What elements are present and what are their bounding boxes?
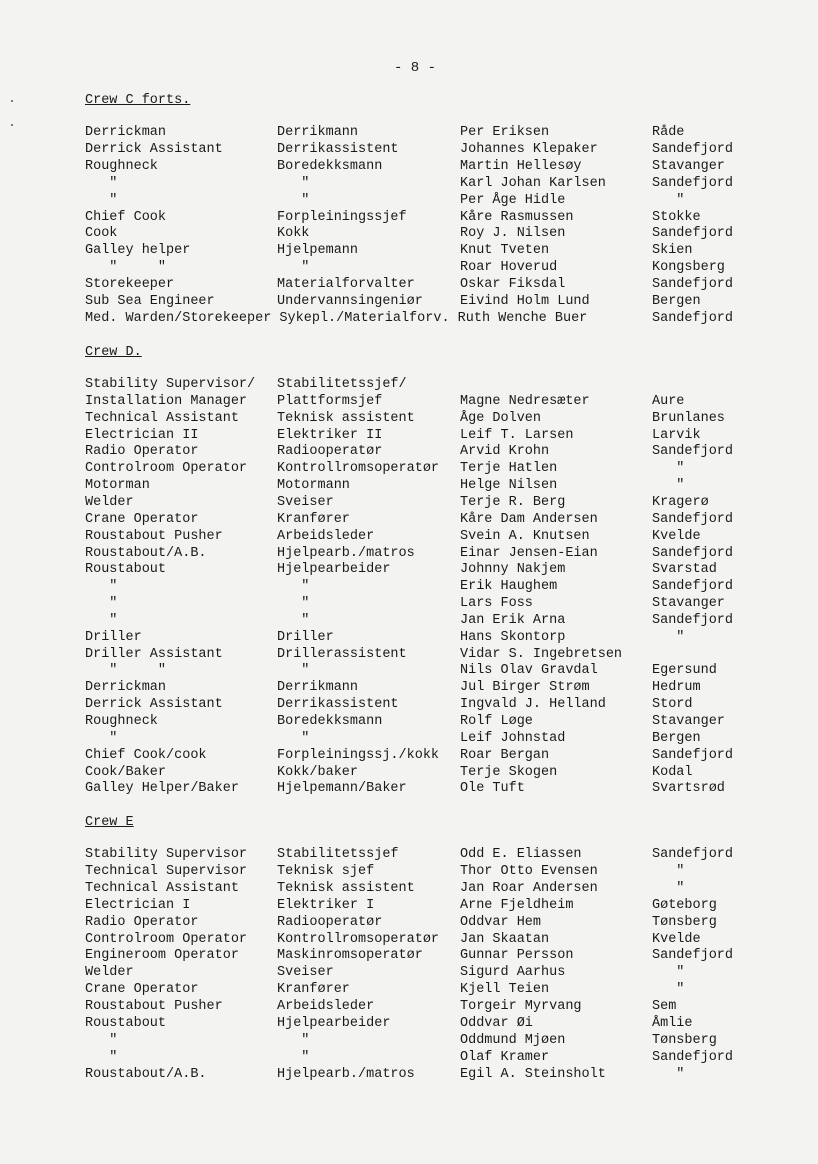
home-town: " [652,863,685,879]
english-title: Stability Supervisor/ [85,377,256,392]
home-town: Tønsberg [652,914,717,930]
person-name: Terje Skogen [460,764,558,780]
person-name: Kåre Rasmussen [460,209,574,225]
english-title: Controlroom Operator [85,461,248,477]
crew-row [0,898,818,915]
person-name: Arvid Krohn [460,444,550,460]
crew-row [0,781,818,798]
english-title: Technical Supervisor [85,863,248,879]
crew-row [0,411,818,428]
crew-row [0,546,818,563]
home-town: Sandefjord [652,310,734,326]
home-town: " [652,629,685,645]
person-name: Gunnar Persson [460,948,574,964]
norwegian-title: Plattformsjef [277,393,383,409]
person-name: Martin Hellesøy [460,158,582,174]
norwegian-title: Driller [277,629,334,645]
home-town: " [652,478,685,494]
person-name: Nils Olav Gravdal [460,663,598,679]
person-name: Jan Skaatan [460,931,550,947]
home-town: " [652,1066,685,1082]
crew-row [0,226,818,243]
person-name: Roar Bergan [460,747,550,763]
person-name: Oskar Fiksdal [460,277,566,293]
norwegian-title: Hjelpearb./matros [277,545,415,561]
norwegian-title: Elektriker I [277,897,375,913]
english-title: Roustabout [85,562,167,578]
crew-row [0,663,818,680]
norwegian-title: " [277,612,310,628]
norwegian-title: Undervannsingeniør [277,294,423,309]
norwegian-title: " [277,579,310,595]
english-title: Welder [85,965,134,981]
norwegian-title: Maskinromsoperatør [277,948,423,964]
english-title: Controlroom Operator [85,931,248,947]
english-title: Roughneck [85,158,158,174]
home-town: Stord [652,697,693,713]
person-name: Oddvar Hem [460,914,542,930]
person-name: Per Åge Hidle [460,192,566,208]
english-title: Stability Supervisor [85,847,248,862]
home-town: Stavanger [652,596,725,612]
english-title: Derrickman [85,125,167,140]
person-name: Olaf Kramer [460,1049,550,1065]
crew-row [0,512,818,529]
home-town: Larvik [652,427,701,443]
norwegian-title: Derrikassistent [277,141,399,157]
crew-row [0,159,818,176]
person-name: Jul Birger Strøm [460,680,590,696]
margin-speck [11,124,13,126]
home-town: Kvelde [652,528,701,544]
crew-row [0,714,818,731]
crew-row [0,881,818,898]
person-name: Oddmund Mjøen [460,1032,566,1048]
norwegian-title: Forpleiningssjef [277,209,407,225]
person-name: Åge Dolven [460,410,542,426]
person-name: Kjell Teien [460,982,550,998]
crew-row [0,847,818,864]
home-town: Sandefjord [652,277,734,293]
section-title: Crew D. [85,345,142,360]
english-title: Roustabout/A.B. [85,1066,207,1082]
home-town: Sandefjord [652,1049,734,1065]
crew-row [0,461,818,478]
home-town: Kodal [652,764,693,780]
english-title: " " [85,663,167,679]
person-name: Ingvald J. Helland [460,697,606,713]
norwegian-title: " [277,260,310,276]
person-name: Svein A. Knutsen [460,528,590,544]
section-title: Crew E [85,815,134,830]
english-title: Derrick Assistant [85,141,223,157]
norwegian-title: Kokk/baker [277,764,359,780]
english-title: Roustabout/A.B. [85,545,207,561]
english-title: " [85,596,118,612]
crew-row [0,748,818,765]
english-title: Crane Operator [85,511,199,527]
person-name: Johannes Klepaker [460,141,598,157]
person-name: Egil A. Steinsholt [460,1066,606,1082]
english-title: Chief Cook [85,209,167,225]
crew-row [0,982,818,999]
norwegian-title: Stabilitetssjef [277,847,399,862]
english-title: Electrician II [85,427,199,443]
norwegian-title: " [277,663,310,679]
person-name: Rolf Løge [460,714,533,729]
crew-row [0,444,818,461]
person-name: Leif T. Larsen [460,427,574,443]
norwegian-title: Kontrollromsoperatør [277,461,440,477]
person-name: Thor Otto Evensen [460,863,598,879]
crew-row [0,260,818,277]
person-name: Leif Johnstad [460,730,566,746]
english-title: " [85,192,118,208]
person-name: Kåre Dam Andersen [460,511,598,527]
norwegian-title: Arbeidsleder [277,999,375,1015]
crew-row [0,915,818,932]
person-name: Helge Nilsen [460,478,558,494]
english-title: Radio Operator [85,914,199,930]
person-name: Eivind Holm Lund [460,294,590,309]
crew-row [0,394,818,411]
home-town: Sandefjord [652,545,734,561]
home-town: Sandefjord [652,948,734,964]
crew-row [0,1016,818,1033]
norwegian-title: " [277,596,310,612]
crew-row [0,243,818,260]
home-town: Kongsberg [652,260,725,276]
crew-row [0,495,818,512]
person-name: Odd E. Eliassen [460,847,582,862]
english-title: Electrician I [85,897,191,913]
norwegian-title: Derrikassistent [277,697,399,713]
english-title: Chief Cook/cook [85,747,207,763]
home-town: Kvelde [652,931,701,947]
english-title: " [85,175,118,191]
norwegian-title: Materialforvalter [277,277,415,293]
person-name: Magne Nedresæter [460,393,590,409]
norwegian-title: " [277,175,310,191]
english-title: Sub Sea Engineer [85,294,215,309]
english-title: Med. Warden/Storekeeper Sykepl./Materialforv. Ruth Wenche Buer [85,310,588,326]
english-title: Roustabout Pusher [85,999,223,1015]
norwegian-title: Teknisk assistent [277,410,415,426]
crew-row [0,1050,818,1067]
norwegian-title: Stabilitetssjef/ [277,377,407,392]
home-town: Bergen [652,730,701,746]
norwegian-title: Teknisk assistent [277,880,415,896]
norwegian-title: " [277,1032,310,1048]
norwegian-title: Kranfører [277,511,350,527]
home-town: Sem [652,999,677,1015]
person-name: Hans Skontorp [460,629,566,645]
crew-row [0,613,818,630]
crew-row [0,999,818,1016]
english-title: Engineroom Operator [85,948,239,964]
english-title: " " [85,260,167,276]
norwegian-title: Hjelpemann [277,243,359,259]
home-town: Sandefjord [652,847,734,862]
crew-row [0,294,818,311]
home-town: " [652,461,685,477]
home-town: Hedrum [652,680,701,696]
crew-row [0,932,818,949]
person-name: Einar Jensen-Eian [460,545,598,561]
home-town: Sandefjord [652,511,734,527]
person-name: Sigurd Aarhus [460,965,566,981]
english-title: Technical Assistant [85,410,239,426]
home-town: " [652,982,685,998]
norwegian-title: " [277,730,310,746]
crew-row [0,630,818,647]
norwegian-title: Boredekksmann [277,714,383,729]
english-title: Derrick Assistant [85,697,223,713]
crew-row [0,210,818,227]
norwegian-title: Derrikmann [277,125,359,140]
person-name: Torgeir Myrvang [460,999,582,1015]
english-title: Radio Operator [85,444,199,460]
norwegian-title: Hjelpearbeider [277,562,391,578]
person-name: Vidar S. Ingebretsen [460,646,623,662]
crew-row [0,478,818,495]
english-title: Roustabout Pusher [85,528,223,544]
person-name: Jan Roar Andersen [460,880,598,896]
english-title: Motorman [85,478,150,494]
english-title: Driller Assistant [85,646,223,662]
norwegian-title: Radiooperatør [277,444,383,460]
crew-row [0,142,818,159]
norwegian-title: Radiooperatør [277,914,383,930]
person-name: Jan Erik Arna [460,612,566,628]
home-town: Stavanger [652,158,725,174]
norwegian-title: Kranfører [277,982,350,998]
crew-row [0,596,818,613]
norwegian-title: Arbeidsleder [277,528,375,544]
crew-row [0,428,818,445]
crew-row [0,277,818,294]
home-town: Sandefjord [652,612,734,628]
home-town: Sandefjord [652,175,734,191]
english-title: Welder [85,494,134,510]
english-title: Galley helper [85,243,191,259]
person-name: Terje R. Berg [460,494,566,510]
person-name: Ole Tuft [460,781,525,797]
home-town: Råde [652,125,685,140]
english-title: Cook [85,226,118,242]
english-title: Derrickman [85,680,167,696]
home-town: Sandefjord [652,579,734,595]
english-title: Technical Assistant [85,880,239,896]
norwegian-title: Elektriker II [277,427,383,443]
person-name: Oddvar Øi [460,1016,533,1031]
home-town: " [652,192,685,208]
crew-row [0,529,818,546]
home-town: Stavanger [652,714,725,729]
home-town: Tønsberg [652,1032,717,1048]
english-title: " [85,579,118,595]
norwegian-title: Derrikmann [277,680,359,696]
person-name: Johnny Nakjem [460,562,566,578]
norwegian-title: Motormann [277,478,350,494]
home-town: Aure [652,393,685,409]
home-town: Bergen [652,294,701,309]
english-title: " [85,1049,118,1065]
home-town: Sandefjord [652,747,734,763]
home-town: " [652,965,685,981]
person-name: Arne Fjeldheim [460,897,574,913]
norwegian-title: " [277,1049,310,1065]
person-name: Roy J. Nilsen [460,226,566,242]
person-name: Knut Tveten [460,243,550,259]
crew-row [0,562,818,579]
margin-speck [11,100,13,102]
crew-row [0,1033,818,1050]
home-town: Brunlanes [652,410,725,426]
home-town: Åmlie [652,1016,693,1031]
person-name: Roar Hoverud [460,260,558,276]
page-number: - 8 - [394,60,437,76]
english-title: Installation Manager [85,393,248,409]
crew-row [0,125,818,142]
crew-row [0,647,818,664]
english-title: Cook/Baker [85,764,167,780]
home-town: Gøteborg [652,897,717,913]
english-title: Roughneck [85,714,158,729]
home-town: Stokke [652,209,701,225]
home-town: Svartsrød [652,781,725,797]
english-title: Driller [85,629,142,645]
norwegian-title: Boredekksmann [277,158,383,174]
norwegian-title: Kokk [277,226,310,242]
english-title: " [85,1032,118,1048]
home-town: Sandefjord [652,444,734,460]
home-town: Egersund [652,663,717,679]
person-name: Per Eriksen [460,125,550,140]
crew-row [0,697,818,714]
english-title: " [85,612,118,628]
crew-row [0,311,818,328]
crew-row [0,731,818,748]
crew-row [0,948,818,965]
home-town: Svarstad [652,562,717,578]
crew-row [0,864,818,881]
person-name: Erik Haughem [460,579,558,595]
person-name: Terje Hatlen [460,461,558,477]
crew-row [0,377,818,394]
section-title: Crew C forts. [85,93,191,108]
home-town: Sandefjord [652,141,734,157]
crew-row [0,193,818,210]
home-town: Sandefjord [652,226,734,242]
home-town: Skien [652,243,693,259]
norwegian-title: Sveiser [277,965,334,981]
person-name: Lars Foss [460,596,533,612]
home-town: " [652,880,685,896]
norwegian-title: Hjelpearbeider [277,1016,391,1031]
english-title: Roustabout [85,1016,167,1031]
norwegian-title: Hjelpemann/Baker [277,781,407,797]
crew-row [0,1067,818,1084]
english-title: Storekeeper [85,277,175,293]
norwegian-title: Hjelpearb./matros [277,1066,415,1082]
crew-row [0,176,818,193]
norwegian-title: " [277,192,310,208]
home-town: Kragerø [652,494,709,510]
norwegian-title: Teknisk sjef [277,863,375,879]
english-title: Crane Operator [85,982,199,998]
norwegian-title: Forpleiningssj./kokk [277,747,440,763]
english-title: Galley Helper/Baker [85,781,239,797]
norwegian-title: Drillerassistent [277,646,407,662]
crew-row [0,965,818,982]
crew-row [0,765,818,782]
crew-row [0,579,818,596]
norwegian-title: Kontrollromsoperatør [277,931,440,947]
crew-row [0,680,818,697]
person-name: Karl Johan Karlsen [460,175,606,191]
english-title: " [85,730,118,746]
norwegian-title: Sveiser [277,494,334,510]
